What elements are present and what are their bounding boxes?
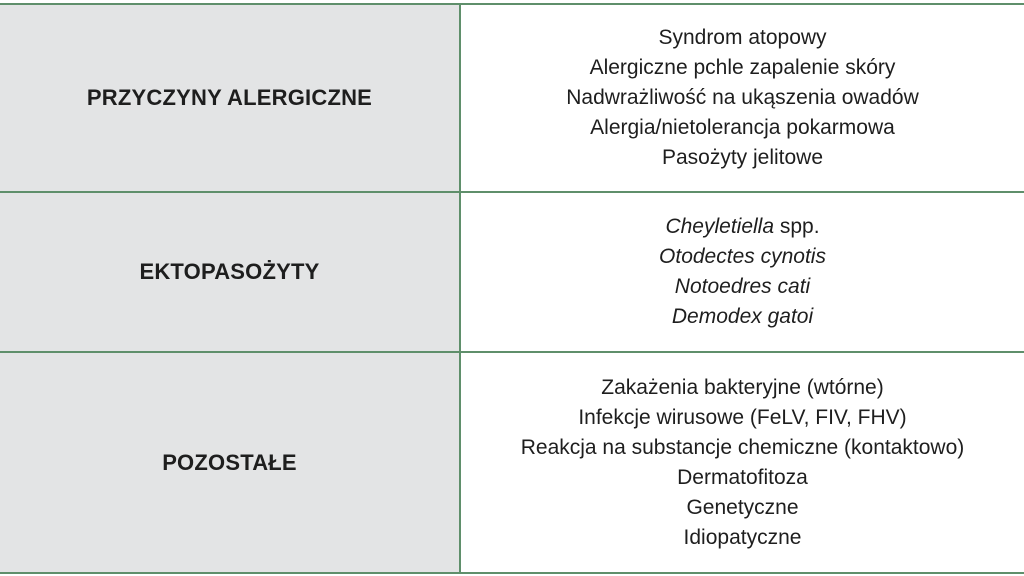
items-cell xyxy=(461,193,1024,351)
items-cell xyxy=(461,353,1024,572)
list-item: Alergia/nietolerancja pokarmowa xyxy=(590,116,895,139)
category-cell xyxy=(0,193,459,351)
list-item: Pasożyty jelitowe xyxy=(661,146,824,169)
table-row-other xyxy=(0,353,1024,572)
list-item: Notoedres cati xyxy=(674,275,811,298)
table-row-ectoparasites xyxy=(0,193,1024,351)
list-item: Infekcje wirusowe (FeLV, FIV, FHV) xyxy=(578,405,907,429)
category-label-other: POZOSTAŁE xyxy=(162,449,297,475)
list-item: Idiopatyczne xyxy=(683,525,802,549)
category-label-ectoparasites: EKTOPASOŻYTY xyxy=(139,259,320,284)
species-suffix: spp. xyxy=(774,215,820,238)
column-divider xyxy=(459,3,461,574)
category-cell xyxy=(0,353,459,572)
list-item xyxy=(665,212,819,242)
list-item: Genetyczne xyxy=(686,495,799,519)
category-label-allergic: PRZYCZYNY ALERGICZNE xyxy=(86,85,373,110)
table-row-allergic xyxy=(0,5,1024,191)
list-item: Zakażenia bakteryjne (wtórne) xyxy=(601,375,884,399)
species-name: Cheyletiella xyxy=(665,215,775,238)
table-bottom-border xyxy=(0,572,1024,574)
list-item: Nadwrażliwość na ukąszenia owadów xyxy=(566,86,919,109)
list-item: Syndrom atopowy xyxy=(658,26,827,49)
items-cell xyxy=(461,5,1024,191)
list-item: Reakcja na substancje chemiczne (kontaktowo) xyxy=(520,435,965,459)
list-item: Demodex gatoi xyxy=(671,305,814,328)
category-cell xyxy=(0,5,459,191)
list-item: Alergiczne pchle zapalenie skóry xyxy=(589,56,896,79)
list-item: Dermatofitoza xyxy=(677,465,808,489)
list-item: Otodectes cynotis xyxy=(659,245,826,268)
